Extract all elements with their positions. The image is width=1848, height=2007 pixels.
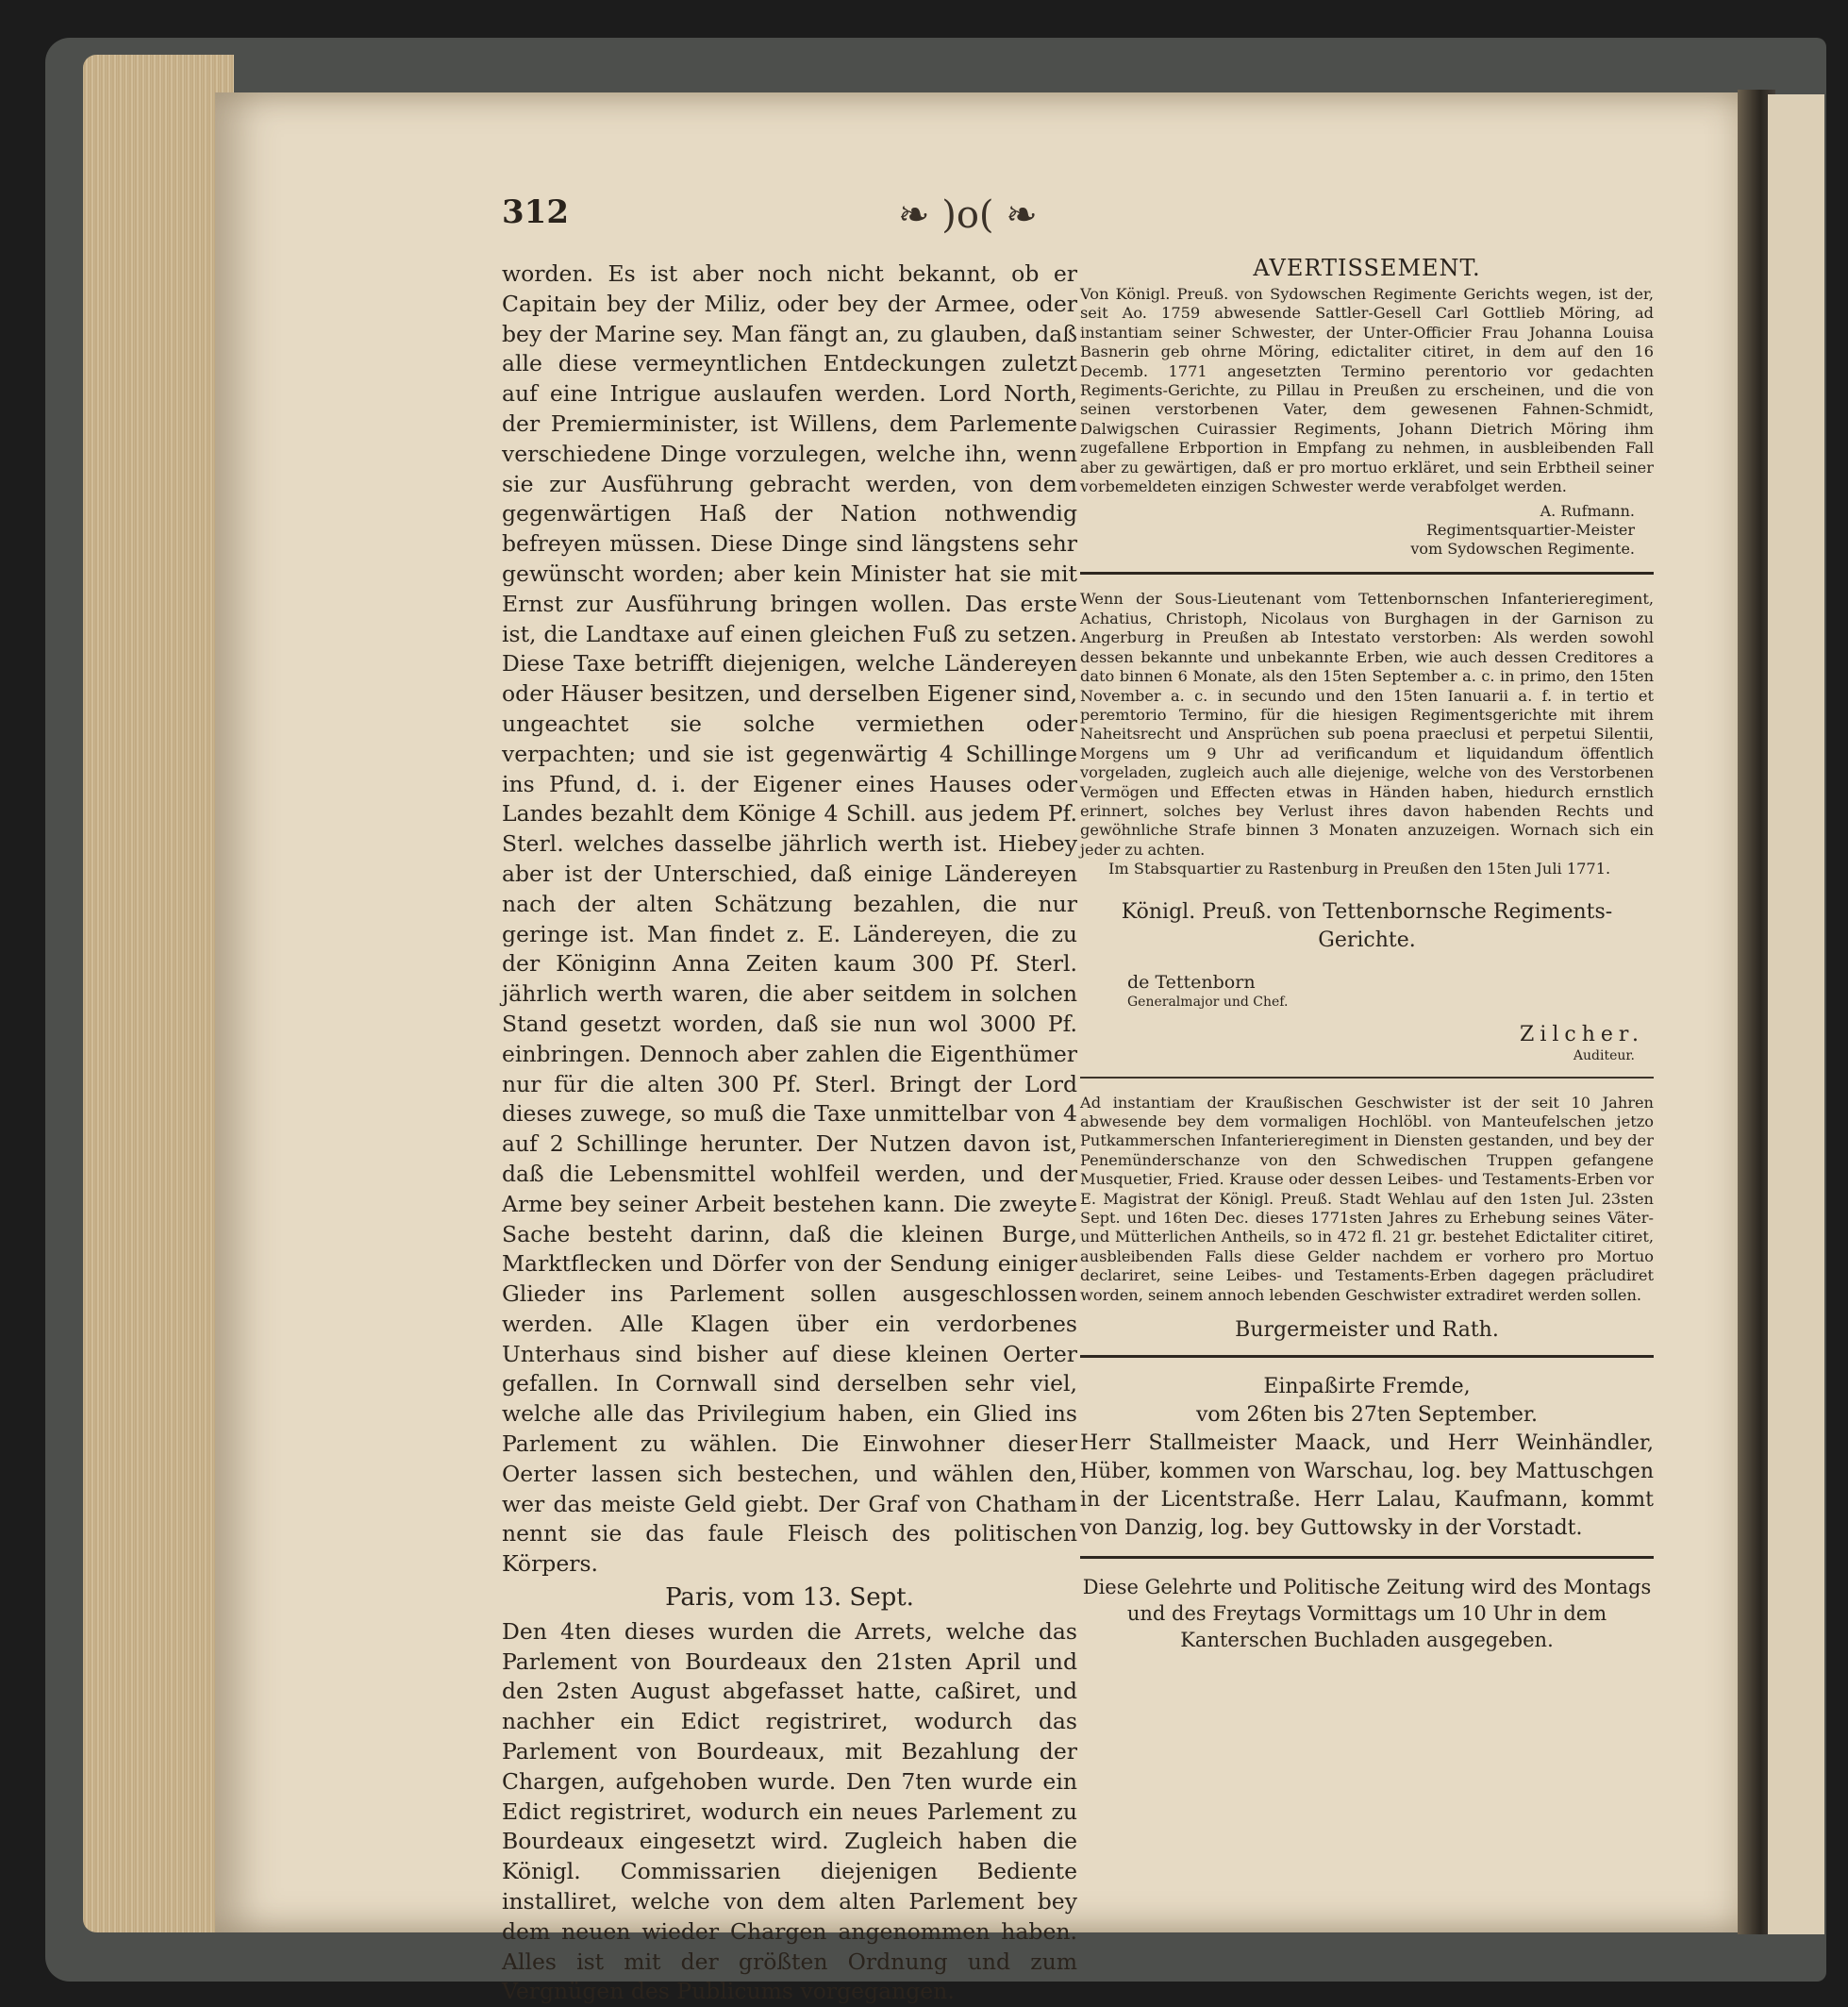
avertissement-title: AVERTISSEMENT. (1253, 255, 1481, 281)
ornament: ❧ )o( ❧ (898, 193, 1038, 237)
page-header (502, 193, 1657, 250)
dateline: Paris, vom 13. Sept. (665, 1583, 914, 1613)
arrivals-text: Herr Stallmeister Maack, und Herr Weinhändler, Hüber, kommen von Warschau, log. bey Mattuschgen in der Licentstraße. Herr Lalau, Kaufmann, kommt von Danzig, log. bey Guttowsky in der Vorstadt. (1080, 1431, 1654, 1541)
notice-text: Ad instantiam der Kraußischen Geschwister ist der seit 10 Jahren abwesende bey dem vormaligen Hochlöbl. von Manteufelschen jetzo Putkammerschen Infanterieregiment in Diensten gestanden, und bey der Penemünderschanze von den Schwedischen Truppen gefangene Musquetier, Fried. Krause oder dessen Leibes- und Testaments-Erben vor E. Magistrat der Königl. Preuß. Stadt Wehlau auf den 1sten Jul. 23sten Sept. und 16ten Dec. dieses 1771sten Jahres zu Erhebung seines Väter- und Mütterlichen Antheils, so in 472 fl. 21 gr. bestehet Edictaliter citiret, ausbleibenden Falls diese Gelder nachdem er vorhero pro Mortuo declariret, seine Leibes- und Testaments-Erben dagegen präcludiret worden, seinem annoch lebenden Geschwister extradiret werden sollen. (1080, 1093, 1654, 1304)
arrivals-date: vom 26ten bis 27ten September. (1195, 1403, 1539, 1428)
signature-title: Regimentsquartier-Meister (1426, 521, 1635, 540)
signature-title: Auditeur. (1573, 1047, 1635, 1063)
article-text: Den 4ten dieses wurden die Arrets, welche das Parlement von Bourdeaux den 21sten April und den 2sten August abgefasset hatte, caßiret, und nachher ein Edict registriret, wodurch das Parlement von Bourdeaux, mit Bezahlung der Chargen, aufgehoben wurde. Den 7ten wurde ein Edict registriret, wodurch ein neues Parlement zu Bourdeaux eingesetzt wird. Zugleich haben die Königl. Commissarien diejenigen Bediente installiret, welche von dem alten Parlement bey dem neuen wieder Chargen angenommen haben. Alles ist mit der größten Ordnung und zum Vergnügen des Publicums vorgegangen. (502, 1617, 1077, 2005)
signature-name: de Tettenborn (1127, 971, 1256, 993)
notice-place-date: Im Stabsquartier zu Rastenburg in Preußen den 15ten Juli 1771. (1108, 860, 1611, 878)
article-text: worden. Es ist aber noch nicht bekannt, ob er Capitain bey der Miliz, oder bey der Armee, oder bey der Marine sey. Man fängt an, zu glauben, daß alle diese vermeyntlichen Entdeckungen zuletzt auf eine Intrigue auslaufen werden. Lord North, der Premierminister, ist Willens, dem Parlemente verschiedene Dinge vorzulegen, welche ihn, wenn sie zur Ausführung gebracht werden, von dem gegenwärtigen Haß der Nation nothwendig befreyen müssen. Diese Dinge sind längstens sehr gewünscht worden; aber kein Minister hat sie mit Ernst zur Ausführung bringen wollen. Das erste ist, die Landtaxe auf einen gleichen Fuß zu setzen. Diese Taxe betrifft diejenigen, welche Ländereyen oder Häuser besitzen, und derselben Eigener sind, ungeachtet sie solche vermiethen oder verpachten; und sie ist gegenwärtig 4 Schillinge ins Pfund, d. i. der Eigener eines Hauses oder Landes bezahlt dem Könige 4 Schill. aus jedem Pf. Sterl. welches dasselbe jährlich werth ist. Hiebey aber ist der Unterschied, daß einige Ländereyen nach der alten Schätzung bezahlen, die nur geringe ist. Man findet z. E. Ländereyen, die zu der Königinn Anna Zeiten kaum 300 Pf. Sterl. jährlich werth waren, die aber seitdem in solchen Stand gesetzt worden, daß sie nun wol 3000 Pf. einbringen. Dennoch aber zahlen die Eigenthümer nur für die alten 300 Pf. Sterl. Bringt der Lord dieses zuwege, so muß die Taxe unmittelbar von 4 auf 2 Schillinge herunter. Der Nutzen davon ist, daß die Lebensmittel wohlfeil werden, und der Arme bey seiner Arbeit bestehen kann. Die zweyte Sache besteht darinn, daß die kleinen Burge, Marktflecken und Dörfer von der Sendung einiger Glieder ins Parlement sollen ausgeschlossen werden. Alle Klagen über ein verdorbenes Unterhaus sind bisher auf diese kleinen Oerter gefallen. In Cornwall sind derselben sehr viel, welche alle das Privilegium haben, ein Glied ins Parlement zu wählen. Die Einwohner dieser Oerter lassen sich bestechen, und wählen den, wer das meiste Geld giebt. Der Graf von Chatham nennt sie das faule Fleisch des politischen Körpers. (502, 260, 1077, 1578)
notice-authority: Königl. Preuß. von Tettenbornsche Regiments-Gerichte. (1121, 899, 1613, 952)
signature-title: Generalmajor und Chef. (1127, 994, 1289, 1010)
right-column (1080, 255, 1654, 1653)
page-edges (83, 55, 234, 1932)
publication-note: Diese Gelehrte und Politische Zeitung wird des Montags und des Freytags Vormittags um 10 Uhr in dem Kanterschen Buchladen ausgegeben. (1082, 1576, 1652, 1652)
avertissement-signature (1080, 502, 1635, 559)
arrivals-title: Einpaßirte Fremde, (1263, 1375, 1471, 1399)
divider (1080, 1556, 1654, 1559)
divider (1080, 572, 1654, 575)
avertissement-text: Von Königl. Preuß. von Sydowschen Regimente Gerichts wegen, ist der, seit Ao. 1759 abwesende Sattler-Gesell Carl Gottlieb Möring, ad instantiam seiner Schwester, der Unter-Officier Frau Johanna Louisa Basnerin geb ohrne Möring, edictaliter citiret, in dem auf den 16 Decemb. 1771 angesetzten Termino perentorio vor gedachten Regiments-Gerichte, zu Pillau in Preußen zu erscheinen, und die von seinen verstorbenen Vater, dem gewesenen Fahnen-Schmidt, Dalwigschen Cuirassier Regiments, Johann Dietrich Möring ihm zugefallene Erbportion in Empfang zu nehmen, in ausbleibenden Fall aber zu gewärtigen, daß er pro mortuo erkläret, und sein Erbtheil seiner vorbemeldeten einzigen Schwester werde verabfolget werden. (1080, 285, 1654, 496)
divider (1080, 1355, 1654, 1358)
notice-signature: Burgermeister und Rath. (1235, 1318, 1499, 1343)
signature-regiment: vom Sydowschen Regimente. (1410, 540, 1635, 559)
signature-name: A. Rufmann. (1540, 502, 1635, 521)
page-number: 312 (502, 193, 569, 231)
signature-name: Zilcher. (1520, 1022, 1644, 1046)
left-column (502, 259, 1077, 2007)
facing-page-edge (1768, 94, 1824, 1934)
divider (1080, 1077, 1654, 1079)
notice-text: Wenn der Sous-Lieutenant vom Tettenbornschen Infanterieregiment, Achatius, Christoph, Nicolaus von Burghagen in der Garnison zu Angerburg in Preußen ab Intestato verstorben: Als werden sowohl dessen bekannte und unbekannte Erben, wie auch dessen Creditores a dato binnen 6 Monate, als den 15ten September a. c. in primo, den 15ten November a. c. in secundo und den 15ten Ianuarii a. f. in tertio et peremtorio Termino, für die hiesigen Regimentsgerichte mit ihrem Naheitsrecht und Ansprüchen sub poena praeclusi et perpetui Silentii, Morgens um 9 Uhr ad verificandum et liquidandum öffentlich vorgeladen, zugleich auch alle diejenige, welche von des Verstorbenen Vermögen und Effecten etwas in Händen haben, hiedurch ernstlich erinnert, solches bey Verlust ihres davon habenden Rechts und gewöhnliche Strafe binnen 3 Monaten anzuzeigen. Wornach sich ein jeder zu achten. (1080, 590, 1654, 859)
